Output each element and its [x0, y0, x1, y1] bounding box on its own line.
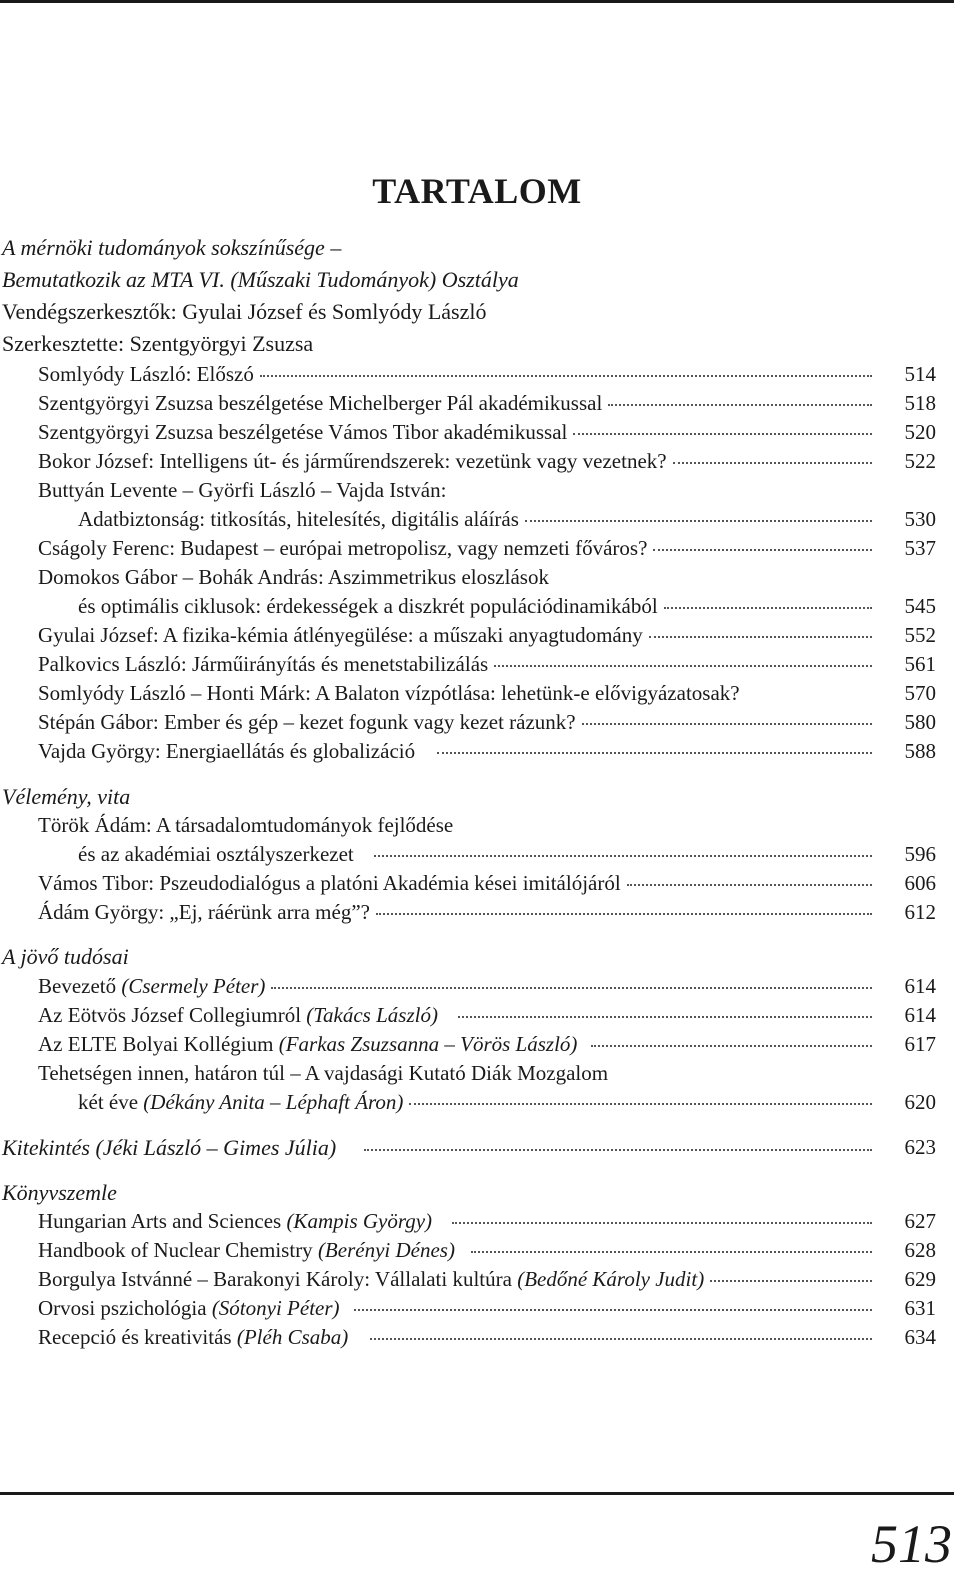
entry-text: Recepció és kreativitás — [38, 1325, 232, 1349]
entry-author-line: Domokos Gábor – Bohák András: Aszimmetrikus eloszlások — [38, 565, 549, 589]
toc-entry[interactable] — [78, 592, 936, 621]
dot-leader — [374, 855, 872, 857]
toc-entry[interactable] — [38, 869, 936, 898]
intro-line-4: Szerkesztette: Szentgyörgyi Zsuzsa — [2, 331, 314, 356]
dot-leader — [582, 723, 872, 725]
intro-line-3: Vendégszerkesztők: Gyulai József és Somlyódy László — [2, 299, 487, 324]
toc-entry[interactable] — [38, 1207, 936, 1236]
entry-text: Szentgyörgyi Zsuzsa beszélgetése Michelberger Pál akadémikussal — [38, 391, 603, 415]
entry-text: Adatbiztonság: titkosítás, hitelesítés, digitális aláírás — [78, 507, 519, 531]
entry-text: Borgulya Istvánné – Barakonyi Károly: Vállalati kultúra — [38, 1267, 512, 1291]
dot-leader — [649, 636, 872, 638]
dot-leader — [354, 1309, 872, 1311]
entry-page: 522 — [904, 449, 936, 473]
entry-page: 614 — [904, 1003, 936, 1027]
toc-entry-kitekintes[interactable] — [2, 1133, 936, 1162]
entry-text: Somlyódy László – Honti Márk: A Balaton vízpótlása: lehetünk-e elővigyázatosak? — [38, 681, 740, 705]
toc-entry[interactable] — [38, 389, 936, 418]
entry-author: (Kampis György) — [286, 1209, 433, 1233]
entry-page: 629 — [904, 1267, 936, 1291]
dot-leader — [471, 1251, 872, 1253]
entry-author: (Sótonyi Péter) — [211, 1296, 340, 1320]
toc-entry[interactable] — [38, 737, 936, 766]
entry-text: Vámos Tibor: Pszeudodialógus a platóni Akadémia kései imitálójáról — [38, 871, 621, 895]
entry-text: Somlyódy László: Előszó — [38, 362, 254, 386]
entry-text: Szentgyörgyi Zsuzsa beszélgetése Vámos Tibor akadémikussal — [38, 420, 568, 444]
entry-author: (Csermely Péter) — [121, 974, 266, 998]
dot-leader — [260, 375, 872, 377]
entry-page: 530 — [904, 507, 936, 531]
dot-leader — [673, 462, 872, 464]
toc-entry[interactable] — [78, 840, 936, 869]
page-number: 513 — [871, 1514, 952, 1574]
toc-entry[interactable] — [38, 418, 936, 447]
entry-text: Palkovics László: Járműirányítás és menetstabilizálás — [38, 652, 489, 676]
entry-page: 518 — [904, 391, 936, 415]
entry-page: 520 — [904, 420, 936, 444]
entry-page: 614 — [904, 974, 936, 998]
entry-text: Stépán Gábor: Ember és gép – kezet fogunk vagy kezet rázunk? — [38, 710, 576, 734]
entry-text: Az Eötvös József Collegiumról — [38, 1003, 302, 1027]
dot-leader — [591, 1045, 872, 1047]
entry-author: (Takács László) — [306, 1003, 438, 1027]
dot-leader — [710, 1280, 872, 1282]
entry-page: 617 — [904, 1032, 936, 1056]
toc-entry[interactable] — [38, 972, 936, 1001]
entry-text: és optimális ciklusok: érdekességek a diszkrét populációdinamikából — [78, 594, 658, 618]
entry-text: két éve — [78, 1090, 139, 1114]
entry-page: 514 — [904, 362, 936, 386]
entry-text: Orvosi pszichológia — [38, 1296, 207, 1320]
intro-line-1: A mérnöki tudományok sokszínűsége – — [2, 235, 342, 260]
entry-author: (Pléh Csaba) — [236, 1325, 349, 1349]
dot-leader — [376, 913, 872, 915]
dot-leader — [653, 549, 872, 551]
entry-text: Bevezető — [38, 974, 117, 998]
entry-author-line: Buttyán Levente – Györfi László – Vajda István: — [38, 478, 447, 502]
toc-entry[interactable] — [38, 1236, 936, 1265]
top-rule — [0, 0, 954, 3]
entry-author-line: Török Ádám: A társadalomtudományok fejlődése — [38, 813, 454, 837]
dot-leader — [525, 520, 872, 522]
entry-text: Hungarian Arts and Sciences — [38, 1209, 282, 1233]
dot-leader — [437, 752, 872, 754]
dot-leader — [573, 433, 872, 435]
section-heading-kitekintes: Kitekintés (Jéki László – Gimes Júlia) — [2, 1135, 337, 1160]
entry-author-line: Tehetségen innen, határon túl – A vajdasági Kutató Diák Mozgalom — [38, 1061, 609, 1085]
entry-page: 588 — [904, 739, 936, 763]
toc-entry[interactable] — [38, 534, 936, 563]
toc-entry[interactable] — [38, 447, 936, 476]
toc-entry[interactable] — [38, 650, 936, 679]
dot-leader — [409, 1103, 872, 1105]
toc-entry[interactable] — [78, 505, 936, 534]
entry-page: 561 — [904, 652, 936, 676]
dot-leader — [364, 1149, 872, 1151]
page-title: TARTALOM — [372, 171, 582, 211]
entry-page: 623 — [904, 1135, 936, 1159]
toc-entry[interactable] — [38, 708, 936, 737]
entry-text: Handbook of Nuclear Chemistry — [38, 1238, 313, 1262]
entry-author: (Farkas Zsuzsanna – Vörös László) — [278, 1032, 578, 1056]
entry-page: 628 — [904, 1238, 936, 1262]
entry-text: Gyulai József: A fizika-kémia átlényegülése: a műszaki anyagtudomány — [38, 623, 643, 647]
entry-page: 620 — [904, 1090, 936, 1114]
toc-entry[interactable] — [38, 1323, 936, 1352]
entry-page: 596 — [904, 842, 936, 866]
entry-text: Cságoly Ferenc: Budapest – európai metropolisz, vagy nemzeti főváros? — [38, 536, 648, 560]
entry-author: (Berényi Dénes) — [317, 1238, 455, 1262]
dot-leader — [370, 1338, 872, 1340]
entry-page: 627 — [904, 1209, 936, 1233]
entry-page: 545 — [904, 594, 936, 618]
entry-author: (Bedőné Károly Judit) — [517, 1267, 705, 1291]
entry-text: Bokor József: Intelligens út- és járműrendszerek: vezetünk vagy vezetnek? — [38, 449, 667, 473]
toc-entry[interactable] — [38, 1001, 936, 1030]
dot-leader — [458, 1016, 872, 1018]
entry-author: (Dékány Anita – Léphaft Áron) — [143, 1090, 404, 1114]
toc-entry[interactable] — [38, 360, 936, 389]
toc-entry[interactable] — [38, 1294, 936, 1323]
dot-leader — [271, 987, 872, 989]
dot-leader — [608, 404, 872, 406]
dot-leader — [627, 884, 872, 886]
entry-page: 612 — [904, 900, 936, 924]
entry-text: Vajda György: Energiaellátás és globalizáció — [38, 739, 416, 763]
entry-page: 552 — [904, 623, 936, 647]
entry-page: 631 — [904, 1296, 936, 1320]
toc-entry[interactable] — [38, 1030, 936, 1059]
entry-text: Ádám György: „Ej, ráérünk arra még”? — [38, 900, 370, 924]
dot-leader — [494, 665, 872, 667]
section-heading-jovo: A jövő tudósai — [2, 944, 129, 969]
entry-text: és az akadémiai osztályszerkezet — [78, 842, 354, 866]
bottom-rule — [0, 1492, 954, 1495]
toc-entry[interactable] — [78, 1088, 936, 1117]
section-heading-velemeny: Vélemény, vita — [2, 784, 131, 809]
entry-page: 570 — [904, 681, 936, 705]
toc-entry[interactable] — [38, 679, 936, 708]
dot-leader — [664, 607, 872, 609]
entry-page: 537 — [904, 536, 936, 560]
toc-entry[interactable] — [38, 898, 936, 927]
entry-page: 606 — [904, 871, 936, 895]
entry-page: 580 — [904, 710, 936, 734]
toc-entry[interactable] — [38, 621, 936, 650]
section-heading-konyvszemle: Könyvszemle — [2, 1180, 117, 1205]
toc-entry[interactable] — [38, 1265, 936, 1294]
entry-page: 634 — [904, 1325, 936, 1349]
dot-leader — [452, 1222, 872, 1224]
intro-line-2: Bemutatkozik az MTA VI. (Műszaki Tudományok) Osztálya — [2, 267, 519, 292]
entry-text: Az ELTE Bolyai Kollégium — [38, 1032, 274, 1056]
